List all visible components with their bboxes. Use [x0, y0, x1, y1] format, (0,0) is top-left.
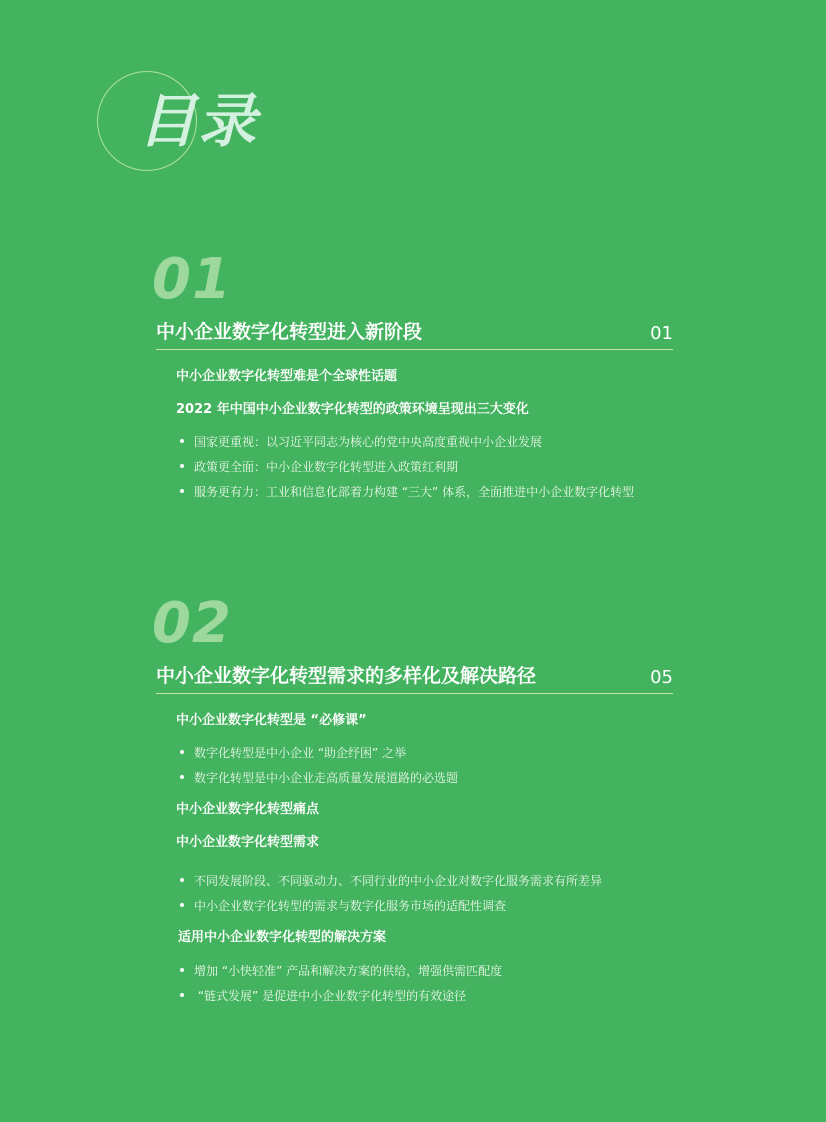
toc-bullet-text: 中小企业数字化转型的需求与数字化服务市场的适配性调查 — [194, 899, 507, 913]
section-title: 中小企业数字化转型进入新阶段 — [156, 321, 423, 343]
bullet-dot-icon — [180, 878, 184, 882]
toc-bullet-item[interactable] — [180, 745, 406, 761]
toc-bullet-item[interactable] — [180, 770, 458, 786]
toc-item[interactable]: 适用中小企业数字化转型的解决方案 — [178, 930, 387, 945]
toc-bullet-text: 数字化转型是中小企业走高质量发展道路的必选题 — [194, 771, 459, 785]
toc-bullet-text: 国家更重视：以习近平同志为核心的党中央高度重视中小企业发展 — [194, 435, 543, 449]
toc-bullet-item[interactable] — [180, 873, 602, 889]
toc-item[interactable]: 2022 年中国中小企业数字化转型的政策环境呈现出三大变化 — [176, 402, 529, 417]
bullet-dot-icon — [180, 903, 184, 907]
toc-bullet-text: 数字化转型是中小企业 “助企纾困” 之举 — [194, 746, 407, 760]
toc-bullet-item[interactable] — [180, 434, 542, 450]
bullet-dot-icon — [180, 993, 184, 997]
toc-bullet-item[interactable] — [180, 484, 634, 500]
toc-item[interactable]: 中小企业数字化转型痛点 — [176, 802, 320, 817]
toc-bullet-item[interactable] — [180, 963, 502, 979]
toc-bullet-item[interactable] — [180, 988, 466, 1004]
section-divider — [156, 349, 673, 350]
bullet-dot-icon — [180, 750, 184, 754]
toc-item[interactable]: 中小企业数字化转型需求 — [176, 835, 320, 850]
section-page-number: 01 — [650, 323, 673, 344]
toc-bullet-text: 不同发展阶段、不同驱动力、不同行业的中小企业对数字化服务需求有所差异 — [194, 874, 603, 888]
section-header-02[interactable] — [156, 666, 673, 694]
bullet-dot-icon — [180, 439, 184, 443]
bullet-dot-icon — [180, 489, 184, 493]
bullet-dot-icon — [180, 968, 184, 972]
bullet-dot-icon — [180, 775, 184, 779]
page-title: 目录 — [138, 87, 259, 155]
section-title: 中小企业数字化转型需求的多样化及解决路径 — [156, 665, 537, 687]
toc-bullet-item[interactable] — [180, 459, 458, 475]
toc-bullet-text: “链式发展” 是促进中小企业数字化转型的有效途径 — [194, 989, 467, 1003]
toc-bullet-item[interactable] — [180, 898, 506, 914]
toc-item[interactable]: 中小企业数字化转型难是个全球性话题 — [176, 369, 398, 384]
toc-item[interactable]: 中小企业数字化转型是 “必修课” — [176, 713, 367, 728]
section-number: 02 — [152, 591, 232, 656]
toc-bullet-text: 服务更有力：工业和信息化部着力构建 “三大” 体系，全面推进中小企业数字化转型 — [194, 485, 635, 499]
toc-bullet-text: 政策更全面：中小企业数字化转型进入政策红利期 — [194, 460, 459, 474]
section-header-01[interactable] — [156, 322, 673, 350]
bullet-dot-icon — [180, 464, 184, 468]
section-divider — [156, 693, 673, 694]
toc-bullet-text: 增加 “小快轻准” 产品和解决方案的供给，增强供需匹配度 — [194, 964, 503, 978]
section-page-number: 05 — [650, 667, 673, 688]
section-number: 01 — [152, 247, 232, 312]
